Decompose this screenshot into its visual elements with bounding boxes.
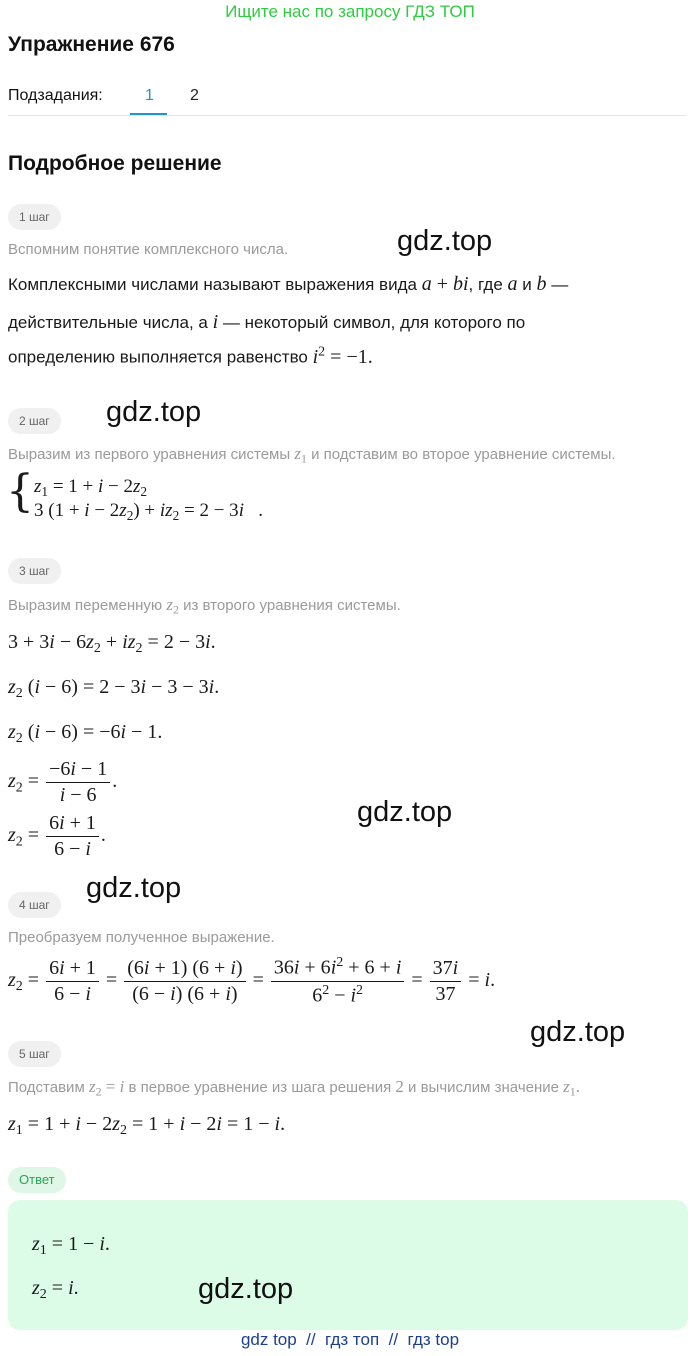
step-3-eq-2: $z_2$ (i − 6) = 2 − 3i − 3 − 3i.: [8, 676, 220, 702]
step-4-hint: Преобразуем полученное выражение.: [8, 929, 275, 946]
footer-text[interactable]: gdz top // гдз топ // гдз top: [240, 1330, 460, 1349]
exercise-title: Упражнение 676: [8, 33, 175, 56]
subtasks-label: Подзадания:: [8, 87, 103, 104]
step-3-eq-1: $3 + 3i - 6z_2 + iz_2 = 2 - 3i$.: [8, 631, 216, 657]
answer-eq-1: $z_1 = 1 - i$.: [32, 1233, 110, 1259]
step-1-line-1: Комплексными числами называют выражения вида a + bi, где a и b —: [8, 273, 569, 295]
step-3-eq-5: $z_2$ = $\frac{6i + 1}{6 - i}$ .: [8, 812, 106, 860]
step-5-eq: $z_1 = 1 + i - 2z_2 = 1 + i - 2i = 1 - i$.: [8, 1113, 286, 1139]
step-4-eq: $z_2$ = $\frac{6i + 1}{6 - i}$ = $\frac{(6i + 1) (6 + i)}{(6 - i) (6 + i)}$ = $\frac{36i + 6i^2 + 6 + i}{6^2 - i^2}$ = $\frac{37i}{37}$ = i.: [8, 955, 496, 1007]
step-3-hint: Выразим переменную $z_2$ из второго уравнения системы.: [8, 595, 401, 617]
footer-links[interactable]: [0, 1330, 700, 1350]
step-1-hint: Вспомним понятие комплексного числа.: [8, 241, 289, 258]
answer-badge: Ответ: [8, 1167, 66, 1193]
step-1-badge: 1 шаг: [8, 204, 61, 230]
watermark: gdz.top: [530, 1016, 626, 1048]
step-1-line-3: определению выполняется равенство $i^2 = -1$.: [8, 344, 373, 368]
answer-box: [8, 1200, 688, 1330]
step-4-badge: 4 шаг: [8, 892, 61, 918]
watermark: gdz.top: [357, 796, 453, 828]
system-brace: {: [6, 466, 34, 517]
step-1-line-2: действительные числа, а i — некоторый символ, для которого по: [8, 311, 526, 333]
system-eq-1: $z_1 = 1 + i - 2z_2$: [34, 476, 148, 499]
tabs-divider: [8, 115, 686, 116]
step-5-badge: 5 шаг: [8, 1041, 61, 1067]
step-3-badge: 3 шаг: [8, 558, 61, 584]
answer-eq-2: $z_2 = i$.: [32, 1277, 79, 1303]
subtask-tab-2[interactable]: 2: [190, 87, 199, 104]
step-2-badge: 2 шаг: [8, 408, 61, 434]
watermark: gdz.top: [198, 1273, 294, 1305]
step-5-hint: Подставим $z_2 = i$ в первое уравнение из шага решения 2 и вычислим значение $z_1$.: [8, 1077, 580, 1099]
step-3-eq-4: $z_2$ = $\frac{-6i - 1}{i - 6}$ .: [8, 758, 118, 806]
watermark: gdz.top: [397, 225, 493, 257]
watermark: gdz.top: [106, 396, 202, 428]
subtask-tab-1[interactable]: 1: [145, 87, 154, 104]
step-2-hint: Выразим из первого уравнения системы $z_1$ и подставим во второе уравнение системы.: [8, 444, 616, 466]
top-banner[interactable]: Ищите нас по запросу ГДЗ ТОП: [225, 2, 475, 21]
step-3-eq-3: $z_2$ (i − 6) = −6i − 1.: [8, 721, 163, 747]
system-eq-2: 3 $(1 + i - 2z_2) + iz_2 = 2 - 3i$ .: [34, 500, 263, 523]
solution-title: Подробное решение: [8, 152, 222, 175]
watermark: gdz.top: [86, 872, 182, 904]
